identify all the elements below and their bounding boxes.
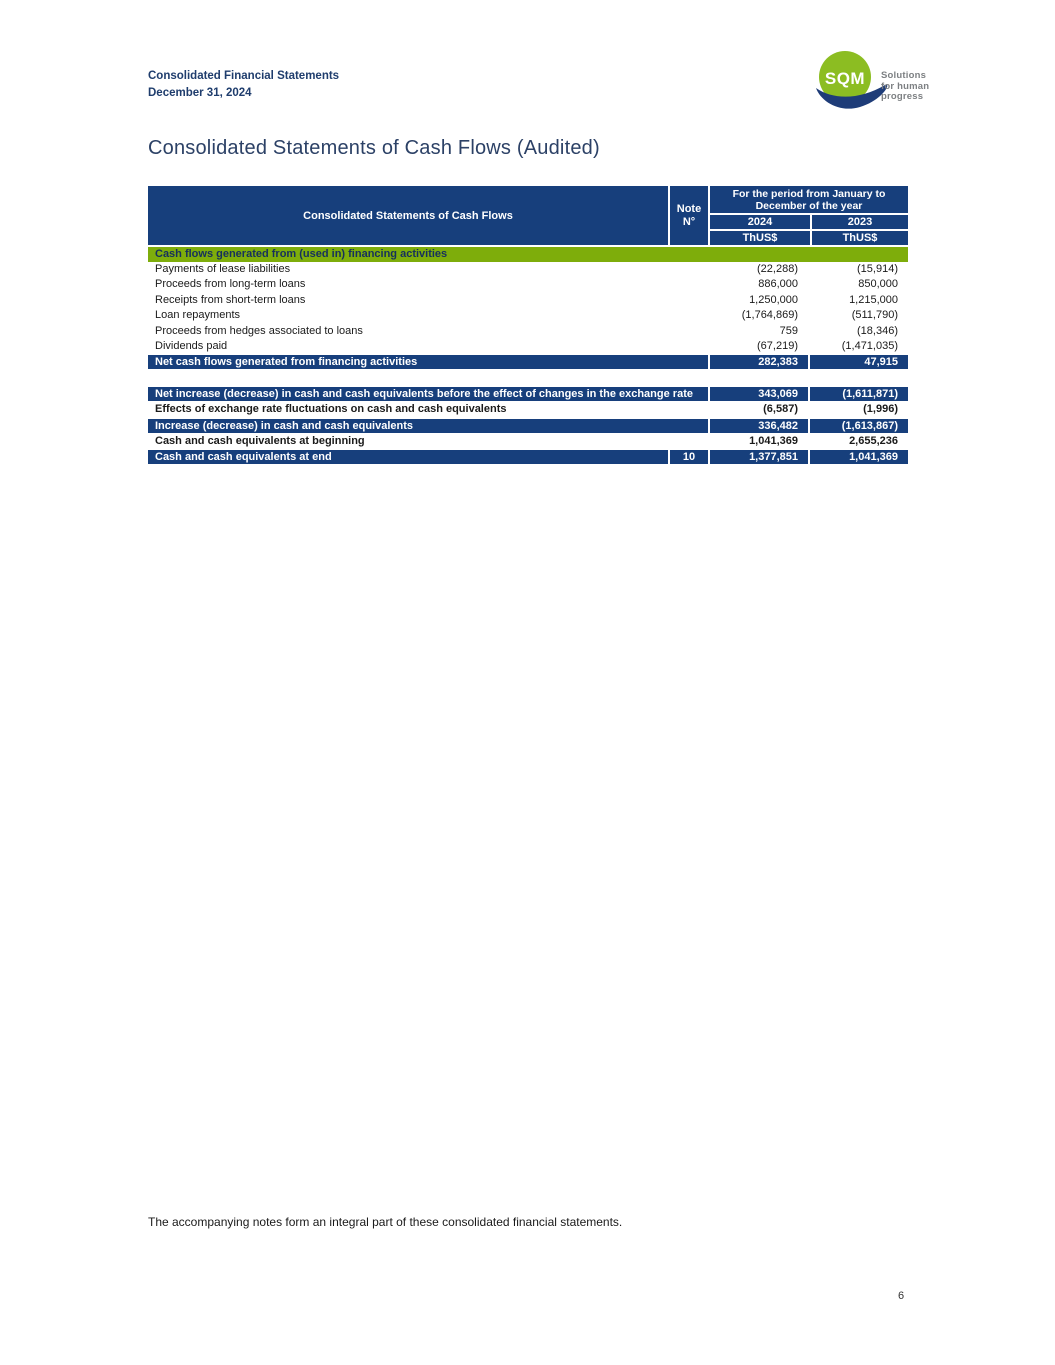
row-value-2024: 282,383 <box>708 355 808 370</box>
row-value-2024: 1,250,000 <box>749 293 798 306</box>
row-value-2023: 1,215,000 <box>849 293 898 306</box>
row-value-2024: (22,288) <box>757 263 798 275</box>
table-row <box>148 293 908 308</box>
row-value-2023: (1,996) <box>863 403 898 416</box>
row-label: Increase (decrease) in cash and cash equivalents <box>155 419 414 432</box>
row-label: Proceeds from long-term loans <box>155 278 306 291</box>
table-total-row <box>148 354 908 370</box>
table-row <box>148 277 908 292</box>
row-note: 10 <box>668 450 708 465</box>
table-row <box>148 324 908 339</box>
table-row <box>148 339 908 354</box>
row-value-2023: 1,041,369 <box>808 450 908 465</box>
table-row <box>148 308 908 323</box>
row-value-2023: 2,655,236 <box>849 434 898 447</box>
row-value-2023: (1,613,867) <box>808 419 908 434</box>
table-row <box>148 434 908 449</box>
row-label: Dividends paid <box>155 339 228 352</box>
unit-headers <box>710 229 908 245</box>
row-value-2023: (1,471,035) <box>841 339 898 352</box>
unit-2023-header: ThUS$ <box>810 231 908 245</box>
row-value-2023: 850,000 <box>858 278 898 291</box>
row-value-2023: (1,611,871) <box>808 387 908 402</box>
row-value-2023: 47,915 <box>808 355 908 370</box>
row-value-2024: 1,041,369 <box>749 434 798 447</box>
row-label: Effects of exchange rate fluctuations on cash and cash equivalents <box>155 403 507 416</box>
table-total-row <box>148 449 908 465</box>
row-label: Cash and cash equivalents at end <box>155 451 332 464</box>
period-header-block <box>708 186 908 245</box>
table-header-title: Consolidated Statements of Cash Flows <box>303 209 513 222</box>
note-column-header: Note N° <box>668 186 708 245</box>
page-title: Consolidated Statements of Cash Flows (Audited) <box>148 137 600 159</box>
row-label: Cash and cash equivalents at beginning <box>155 434 365 447</box>
row-label: Receipts from short-term loans <box>155 293 306 306</box>
table-total-row <box>148 418 908 434</box>
row-label: Net cash flows generated from financing activities <box>155 356 418 369</box>
year-2024-header: 2024 <box>747 216 773 228</box>
logo-monogram: SQM <box>824 69 866 88</box>
row-label: Proceeds from hedges associated to loans <box>155 324 363 337</box>
row-value-2024: (67,219) <box>757 339 798 352</box>
row-value-2024: (6,587) <box>763 403 798 416</box>
table-header <box>148 186 908 245</box>
year-2023-header: 2023 <box>810 215 908 229</box>
row-value-2023: (15,914) <box>857 263 898 275</box>
row-value-2024: 759 <box>779 324 798 337</box>
row-label: Loan repayments <box>155 309 240 322</box>
row-label: Payments of lease liabilities <box>155 263 291 275</box>
section-header-financing-activities: Cash flows generated from (used in) financing activities <box>148 247 908 262</box>
row-value-2024: 336,482 <box>708 419 808 434</box>
year-headers <box>710 213 908 229</box>
company-logo <box>815 48 995 118</box>
period-header: For the period from January to December of the year <box>732 187 886 212</box>
table-row <box>148 402 908 417</box>
table-total-row <box>148 386 908 402</box>
doc-header-line1: Consolidated Financial Statements <box>148 70 340 82</box>
row-label: Net increase (decrease) in cash and cash equivalents before the effect of changes in the exchange rate <box>155 388 693 401</box>
row-value-2024: 343,069 <box>708 387 808 402</box>
row-value-2023: (511,790) <box>851 309 898 322</box>
page-number: 6 <box>898 1290 905 1302</box>
cash-flow-table <box>148 186 908 465</box>
unit-2024-header: ThUS$ <box>742 232 778 244</box>
table-spacer <box>148 370 908 386</box>
row-value-2023: (18,346) <box>857 324 898 337</box>
doc-header <box>148 68 339 102</box>
row-value-2024: (1,764,869) <box>741 309 798 322</box>
footnote: The accompanying notes form an integral part of these consolidated financial statements. <box>148 1215 623 1229</box>
doc-header-line2: December 31, 2024 <box>148 87 252 99</box>
logo-tagline: Solutions for human progress <box>881 70 930 102</box>
table-row <box>148 262 908 277</box>
row-value-2024: 886,000 <box>758 278 798 291</box>
row-value-2024: 1,377,851 <box>708 450 808 465</box>
